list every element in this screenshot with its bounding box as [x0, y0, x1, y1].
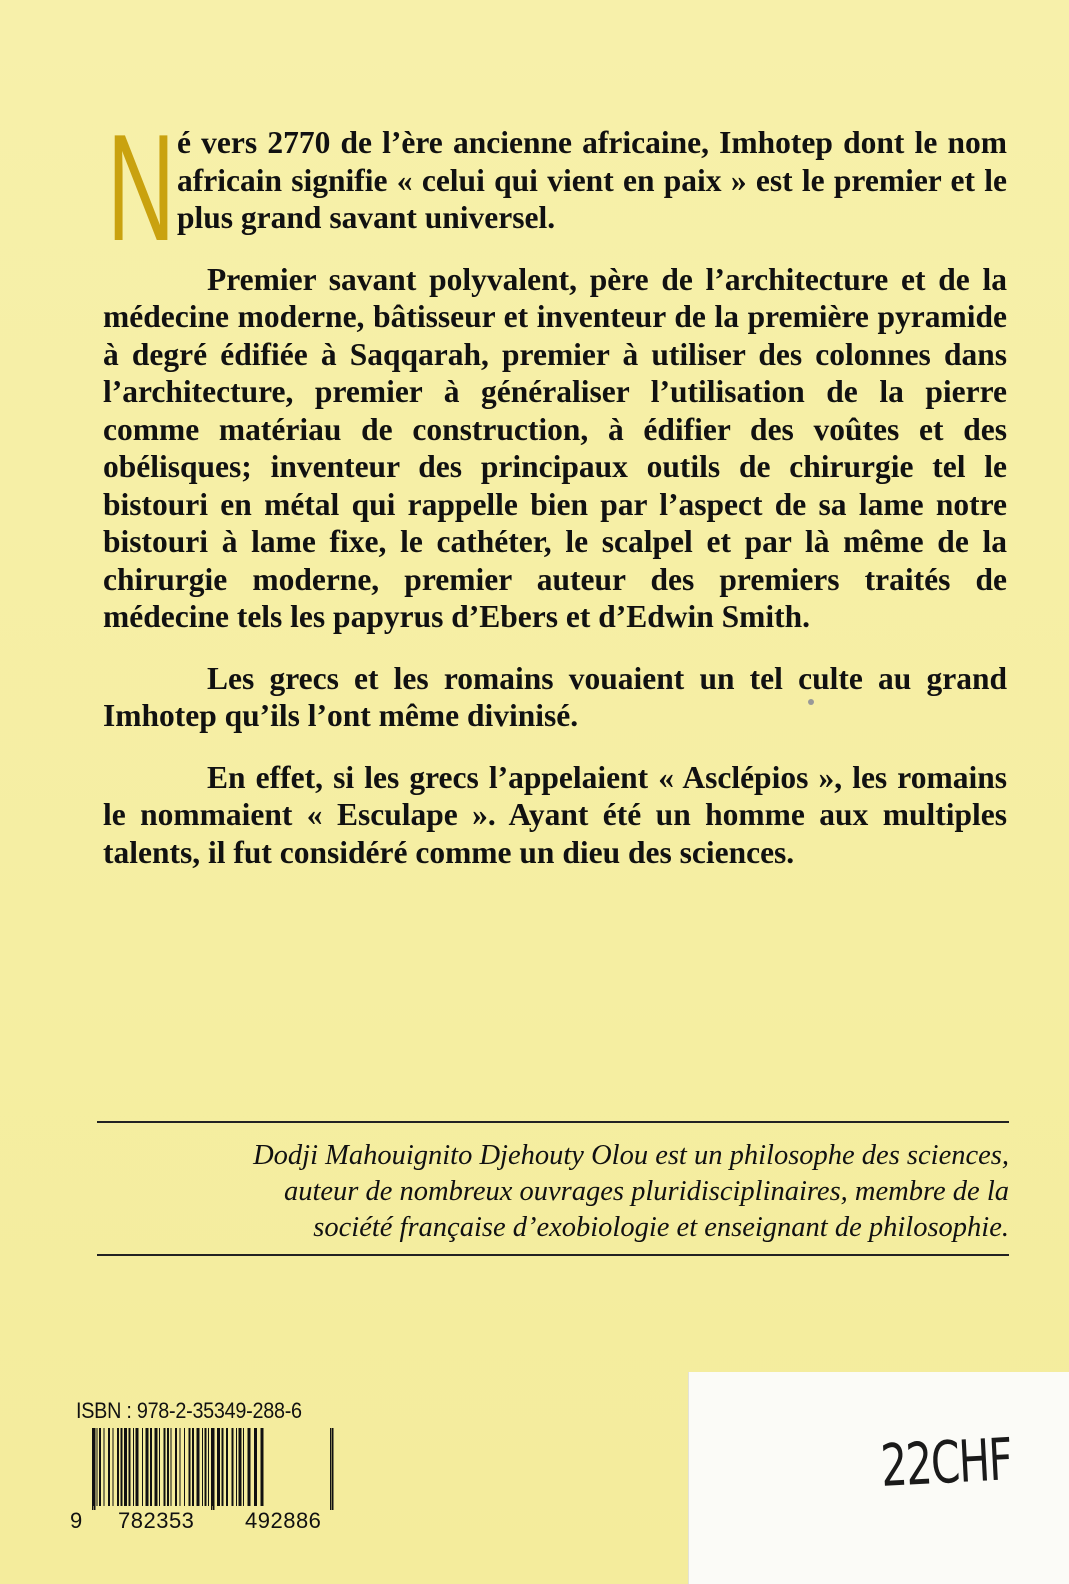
barcode-bar [217, 1428, 220, 1506]
barcode-guard-bar [330, 1428, 332, 1510]
barcode-bar [189, 1428, 191, 1506]
barcode-bar [208, 1428, 209, 1506]
drop-cap: N [107, 103, 176, 273]
barcode-bars [70, 1428, 350, 1510]
barcode-bar [146, 1428, 149, 1506]
barcode-bar [159, 1428, 160, 1506]
barcode-group-1: 782353 [118, 1508, 195, 1533]
barcode-bar [171, 1428, 172, 1506]
barcode-bar [192, 1428, 194, 1506]
barcode-bar [248, 1428, 251, 1506]
paragraph-achievements: Premier savant polyvalent, père de l’architecture et de la médecine moderne, bâtisseur et inventeur de la première pyramide à degré édifiée à Saqqarah, premier à utiliser des colonnes dans l’architecture, premier à généraliser l’utilisation de la pierre comme matériau de construction, à édifier des voûtes et des obélisques; inventeur des principaux outils de chirurgie tel le bistouri en métal qui rappelle bien par l’aspect de sa lame notre bistouri à lame fixe, le cathéter, le scalpel et par là même de la chirurgie moderne, premier auteur des premiers traités de médecine tels les papyrus d’Ebers et d’Edwin Smith. [103, 261, 1007, 634]
bio-bottom-rule [97, 1254, 1009, 1256]
barcode-bar [226, 1428, 228, 1506]
barcode-bar [108, 1428, 110, 1506]
isbn-text: ISBN : 978-2-35349-288-6 [76, 1398, 302, 1423]
intro-text: é vers 2770 de l’ère ancienne africaine, Imhotep dont le nom africain signifie « celui qui vient en paix » est le premier et le plus grand savant universel. [177, 125, 1007, 235]
barcode-bar [142, 1428, 143, 1506]
barcode-bar [254, 1428, 257, 1506]
barcode-bar [164, 1428, 166, 1506]
barcode-guard-bar [211, 1428, 213, 1510]
barcode-guard-bar [213, 1428, 215, 1510]
main-text [103, 103, 1007, 895]
barcode-bar [155, 1428, 158, 1506]
paragraph-names: En effet, si les grecs l’appelaient « Asclépios », les romains le nommaient « Esculape ». Ayant été un homme aux multiples talents, il fut considéré comme un dieu des sciences. [103, 759, 1007, 870]
barcode-bar [97, 1428, 98, 1506]
barcode-bar [150, 1428, 152, 1506]
barcode-bar [104, 1428, 105, 1506]
price-sticker [688, 1372, 1069, 1584]
barcode-bar [175, 1428, 177, 1506]
barcode [70, 1428, 350, 1540]
barcode-lead-digit: 9 [70, 1508, 83, 1533]
barcode-bar [239, 1428, 242, 1506]
barcode-bar [197, 1428, 200, 1506]
barcode-bar [167, 1428, 169, 1506]
barcode-guard-bar [94, 1428, 96, 1510]
barcode-bar [184, 1428, 185, 1506]
isbn-block [70, 1398, 350, 1540]
barcode-bar [113, 1428, 114, 1506]
barcode-bar [133, 1428, 134, 1506]
print-speck [808, 699, 814, 705]
barcode-bar [243, 1428, 244, 1506]
barcode-bar [129, 1428, 131, 1506]
paragraph-cult: Les grecs et les romains vouaient un tel culte au grand Imhotep qu’ils l’ont même divinisé. [103, 660, 1007, 733]
barcode-bar [236, 1428, 237, 1506]
barcode-bar [232, 1428, 234, 1506]
barcode-guard-bar [332, 1428, 334, 1510]
barcode-guard-bar [92, 1428, 94, 1510]
barcode-bar [117, 1428, 119, 1506]
barcode-group-2: 492886 [245, 1508, 322, 1533]
handwritten-price: 22CHF [879, 1425, 1013, 1500]
barcode-bar [205, 1428, 207, 1506]
barcode-bar [261, 1428, 264, 1506]
barcode-bar [180, 1428, 181, 1506]
barcode-bar [99, 1428, 101, 1506]
author-bio [97, 1138, 1009, 1246]
bio-top-rule [97, 1121, 1009, 1123]
bio-line: société française d’exobiologie et enseignant de philosophie. [313, 1212, 1009, 1243]
bio-line: Dodji Mahouignito Djehouty Olou est un philosophe des sciences, [253, 1140, 1009, 1171]
barcode-bar [202, 1428, 203, 1506]
barcode-bar [136, 1428, 139, 1506]
barcode-bar [124, 1428, 127, 1506]
barcode-bar [222, 1428, 224, 1506]
barcode-bar [121, 1428, 123, 1506]
intro-paragraph [103, 103, 1007, 273]
bio-line: auteur de nombreux ouvrages pluridisciplinaires, membre de la [283, 1176, 1009, 1207]
